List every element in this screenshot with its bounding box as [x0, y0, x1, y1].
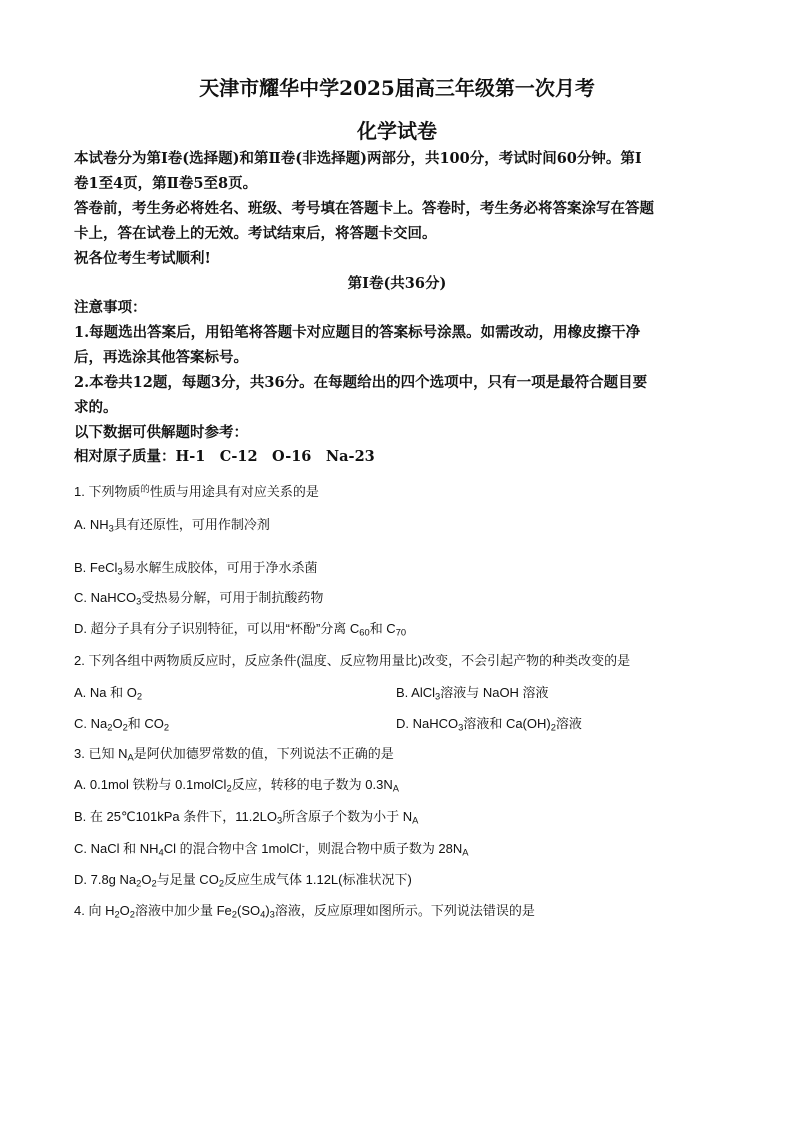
q1-option-a: A. $NH_3$具有还原性，可用作制冷剂 [74, 517, 270, 534]
q1-option-c: C. NaHCO$_3$受热易分解，可用于制抗酸药物 [74, 590, 324, 607]
intro-line-1: 本试卷分为第Ⅰ卷(选择题)和第Ⅱ卷(非选择题)两部分，共100分，考试时间60分钟。第Ⅰ [74, 150, 642, 167]
q2-stem: 2. 下列各组中两物质反应时，反应条件(温度、反应物用量比)改变，不会引起产物的种类改变的是 [74, 653, 631, 668]
intro-line-5: 祝各位考生考试顺利! [74, 250, 211, 267]
exam-title: 天津市耀华中学2025届高三年级第一次月考 [199, 76, 595, 100]
q1-stem: 1. 下列物质$^的$性质与用途具有对应关系的是 [74, 484, 319, 500]
q3-option-a: A. 0.1mol 铁粉与 0.1molCl$_2$反应，转移的电子数为 $0.3N_A$ [74, 777, 399, 794]
q1-option-d: D. 超分子具有分子识别特征，可以用“杯酚”分离 $C_{60}$和 $C_{70}$ [74, 621, 407, 638]
section-heading: 第Ⅰ卷(共36分) [347, 275, 447, 292]
atomic-masses: 相对原子质量：H-1 C-12 O-16 Na-23 [74, 448, 375, 465]
q1-option-b: B. FeCl$_3$易水解生成胶体，可用于净水杀菌 [74, 560, 318, 577]
note-line-5: 以下数据可供解题时参考： [74, 424, 248, 441]
note-line-1: 1.每题选出答案后，用铅笔将答题卡对应题目的答案标号涂黑。如需改动，用橡皮擦干净 [74, 324, 641, 341]
note-line-3: 2.本卷共12题，每题3分，共36分。在每题给出的四个选项中，只有一项是最符合题目要 [74, 374, 648, 391]
q2-option-a: A. Na 和 $O_2$ [74, 685, 143, 702]
intro-line-2: 卷1至4页，第Ⅱ卷5至8页。 [74, 175, 258, 192]
q2-option-b: B. AlCl$_3$溶液与 NaOH 溶液 [396, 685, 549, 702]
q3-option-d: D. 7.8g $Na_2O_2$与足量 $CO_2$反应生成气体 1.12L(标准状况下) [74, 872, 412, 889]
notes-title: 注意事项： [74, 299, 147, 316]
intro-line-3: 答卷前，考生务必将姓名、班级、考号填在答题卡上。答卷时，考生务必将答案涂写在答题 [74, 200, 654, 217]
intro-line-4: 卡上，答在试卷上的无效。考试结束后，将答题卡交回。 [74, 225, 437, 242]
note-line-2: 后，再选涂其他答案标号。 [74, 349, 248, 366]
q4-stem: 4. 向 $H_2O_2$溶液中加少量 $Fe_2(SO_4)_3$溶液，反应原理如图所示。下列说法错误的是 [74, 903, 535, 920]
q3-stem: 3. 已知 $N_A$是阿伏加德罗常数的值，下列说法不正确的是 [74, 746, 394, 763]
exam-subtitle: 化学试卷 [357, 119, 437, 143]
note-line-4: 求的。 [74, 399, 118, 416]
q2-option-d: D. NaHCO$_3$溶液和 $Ca(OH)_2$溶液 [396, 716, 582, 733]
q3-option-b: B. 在 25℃101kPa 条件下，$11.2LO_3$所含原子个数为小于 $N_A$ [74, 809, 419, 826]
q2-option-c: C. $Na_2O_2$和 $CO_2$ [74, 716, 170, 733]
q3-option-c: C. NaCl 和 $NH_4Cl$ 的混合物中含 1molCl-，则混合物中质子数为 $28N_A$ [74, 840, 469, 858]
